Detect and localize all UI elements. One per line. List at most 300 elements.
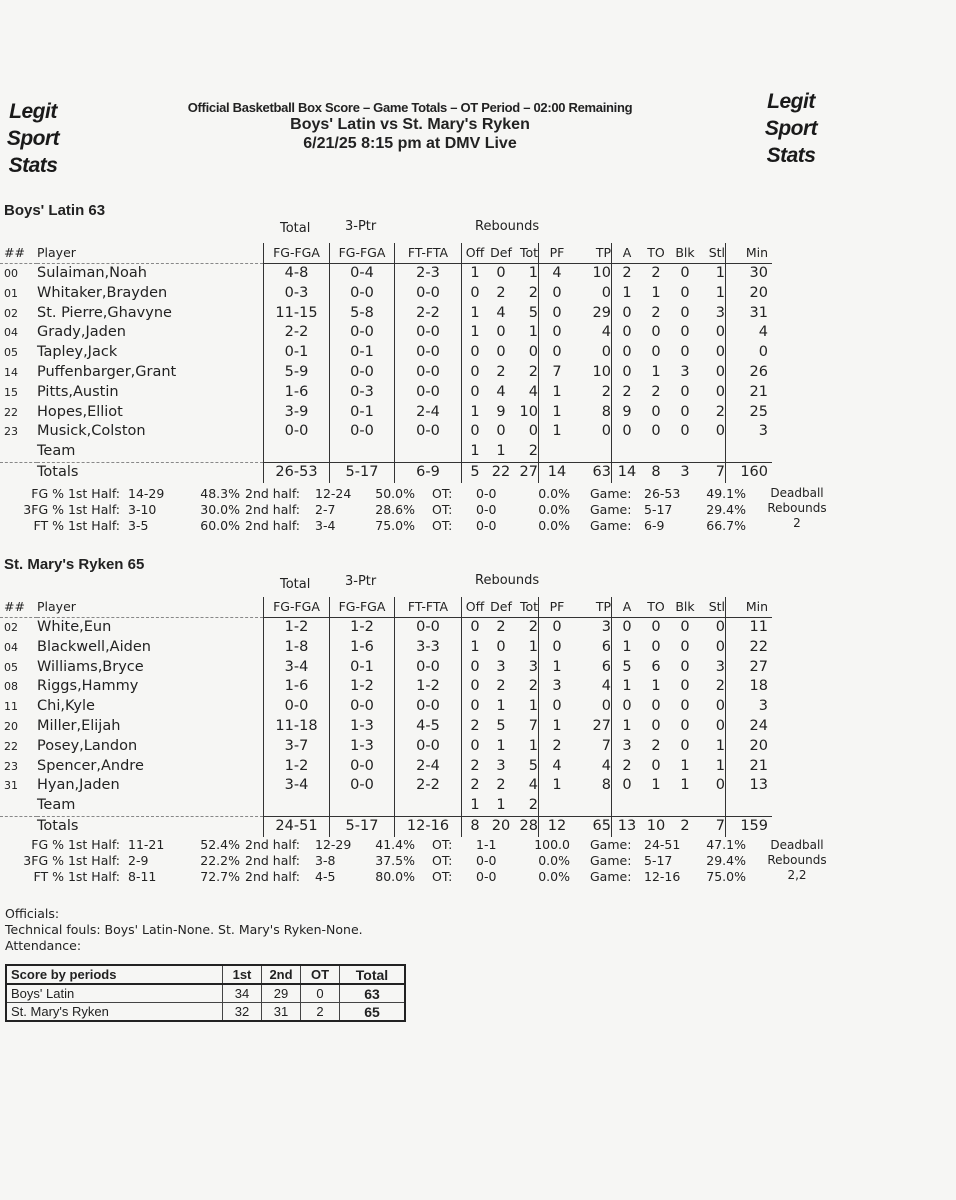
player-min: 3	[758, 423, 768, 440]
periods-total: 63	[340, 984, 406, 1003]
player-def: 4	[496, 383, 506, 400]
player-fg: 0-3	[264, 284, 330, 304]
totals-stl: 7	[700, 462, 726, 482]
pct-label: 3FG % 1st Half:	[23, 502, 120, 517]
col-a: A	[612, 597, 643, 618]
player-ft: 0-0	[395, 422, 462, 442]
player-3p: 5-8	[330, 304, 395, 324]
pct-game-label: Game:	[590, 853, 632, 868]
player-tp: 4	[575, 323, 612, 343]
player-3p: 0-0	[330, 284, 395, 304]
player-to: 0	[651, 324, 661, 341]
player-num: 14	[4, 365, 18, 379]
pct-ot-label: OT:	[432, 837, 453, 852]
team1-deadball	[762, 486, 832, 531]
player-tot: 2	[514, 363, 539, 383]
player-ft: 2-2	[395, 776, 462, 796]
totals-blk: 2	[670, 816, 700, 836]
col-ft: FT-FTA	[395, 243, 462, 264]
periods-total: 65	[340, 1003, 406, 1022]
pct-ot-pct: 0.0%	[538, 486, 570, 501]
player-min: 21	[749, 383, 768, 400]
totals-stl: 7	[700, 816, 726, 836]
pct-2nd-half: 3-4	[315, 518, 336, 533]
pct-ot: 0-0	[476, 502, 497, 517]
player-name: Williams,Bryce	[37, 658, 144, 675]
player-name: Whitaker,Brayden	[37, 284, 168, 301]
totals-to: 10	[642, 816, 670, 836]
pct-2nd-half: 3-8	[315, 853, 336, 868]
player-pf: 0	[552, 304, 562, 321]
player-a: 0	[622, 777, 632, 794]
col-tp: TP	[575, 597, 612, 618]
player-tot: 1	[514, 638, 539, 658]
pct-1st-half-pct: 60.0%	[200, 518, 240, 533]
totals-label: Totals	[37, 816, 264, 836]
player-pf: 2	[552, 737, 562, 754]
player-pf: 1	[552, 423, 562, 440]
player-3p: 1-2	[330, 677, 395, 697]
pct-label: FT % 1st Half:	[33, 518, 120, 533]
pct-2nd-half: 12-24	[315, 486, 352, 501]
totals-fg: 26-53	[264, 462, 330, 482]
player-to: 2	[651, 304, 661, 321]
player-3p: 1-3	[330, 717, 395, 737]
col-def: Def	[488, 243, 514, 264]
player-def: 3	[496, 658, 506, 675]
report-header	[150, 100, 670, 153]
player-tot: 1	[514, 737, 539, 757]
col-def: Def	[488, 597, 514, 618]
player-tp: 0	[575, 343, 612, 363]
player-blk: 0	[680, 717, 690, 734]
player-row	[0, 697, 772, 717]
pct-1st-half: 3-10	[128, 502, 157, 517]
player-tot: 7	[514, 717, 539, 737]
player-to: 0	[651, 717, 661, 734]
team1-header-row	[0, 243, 772, 264]
col-num: ##	[0, 597, 37, 618]
pct-game-label: Game:	[590, 837, 632, 852]
team1-title: Boys' Latin 63	[4, 202, 106, 219]
player-pf: 0	[552, 698, 562, 715]
player-pf: 4	[552, 265, 562, 281]
periods-team: Boys' Latin	[6, 984, 223, 1003]
pct-2nd-half-pct: 41.4%	[375, 837, 415, 852]
player-row	[0, 264, 772, 284]
player-stl: 2	[700, 403, 726, 423]
player-ft: 0-0	[395, 284, 462, 304]
pct-1st-half: 8-11	[128, 869, 157, 884]
player-blk: 3	[680, 363, 690, 380]
pct-1st-half-pct: 30.0%	[200, 502, 240, 517]
periods-2nd: 29	[262, 984, 301, 1003]
player-fg: 3-9	[264, 403, 330, 423]
player-ft: 0-0	[395, 323, 462, 343]
player-a: 0	[622, 304, 632, 321]
player-def: 4	[496, 304, 506, 321]
player-ft: 0-0	[395, 618, 462, 638]
player-3p: 1-3	[330, 737, 395, 757]
player-off: 0	[470, 383, 480, 400]
player-blk: 0	[680, 678, 690, 695]
team2-totals-row	[0, 816, 772, 836]
col-player: Player	[37, 597, 264, 618]
player-def: 1	[496, 737, 506, 754]
player-row	[0, 677, 772, 697]
col-a: A	[612, 243, 643, 264]
player-stl: 0	[700, 697, 726, 717]
pct-ot: 0-0	[476, 869, 497, 884]
pct-label: FG % 1st Half:	[31, 486, 120, 501]
player-name: Miller,Elijah	[37, 717, 121, 734]
pct-2nd-half-pct: 75.0%	[375, 518, 415, 533]
player-name: Blackwell,Aiden	[37, 638, 151, 655]
player-to: 6	[651, 658, 661, 675]
player-tp: 6	[575, 638, 612, 658]
player-row	[0, 717, 772, 737]
player-3p: 1-2	[330, 618, 395, 638]
team-row-def: 1	[496, 797, 506, 814]
player-to: 2	[651, 737, 661, 754]
totals-tp: 65	[575, 816, 612, 836]
player-to: 0	[651, 638, 661, 655]
player-def: 0	[496, 265, 506, 281]
pct-game-pct: 29.4%	[706, 853, 746, 868]
player-row	[0, 304, 772, 324]
pct-2nd-half-label: 2nd half:	[245, 502, 301, 517]
player-fg: 1-2	[264, 757, 330, 777]
pct-game: 5-17	[644, 502, 673, 517]
player-a: 1	[622, 638, 632, 655]
player-off: 0	[470, 678, 480, 695]
team-row-off: 1	[470, 443, 480, 460]
col-tp: TP	[575, 243, 612, 264]
player-tp: 4	[575, 757, 612, 777]
player-3p: 0-3	[330, 383, 395, 403]
player-pf: 3	[552, 678, 562, 695]
totals-a: 13	[612, 816, 643, 836]
player-tot: 4	[514, 383, 539, 403]
player-ft: 0-0	[395, 697, 462, 717]
player-blk: 0	[680, 638, 690, 655]
player-num: 08	[4, 680, 18, 694]
player-num: 02	[4, 621, 18, 634]
matchup-title: Boys' Latin vs St. Mary's Ryken	[290, 116, 530, 133]
player-pf: 1	[552, 777, 562, 794]
player-def: 2	[496, 619, 506, 635]
player-stl: 0	[700, 422, 726, 442]
player-off: 1	[470, 265, 480, 281]
player-ft: 0-0	[395, 658, 462, 678]
team2-deadball	[755, 838, 839, 883]
player-def: 0	[496, 638, 506, 655]
pct-1st-half-pct: 52.4%	[200, 837, 240, 852]
pct-ot: 0-0	[476, 518, 497, 533]
team2-total-header: Total	[280, 577, 311, 592]
player-tp: 4	[575, 677, 612, 697]
player-off: 1	[470, 403, 480, 420]
pct-ot: 1-1	[476, 837, 497, 852]
periods-team: St. Mary's Ryken	[6, 1003, 223, 1022]
player-pf: 0	[552, 324, 562, 341]
player-to: 2	[651, 265, 661, 281]
player-name: Hyan,Jaden	[37, 777, 120, 794]
player-fg: 11-18	[264, 717, 330, 737]
player-to: 0	[651, 757, 661, 774]
player-stl: 1	[700, 264, 726, 284]
player-tot: 0	[514, 343, 539, 363]
totals-ft: 6-9	[395, 462, 462, 482]
player-pf: 0	[552, 619, 562, 635]
pct-1st-half: 14-29	[128, 486, 165, 501]
player-def: 9	[496, 403, 506, 420]
player-num: 20	[4, 719, 18, 733]
col-pf: PF	[539, 243, 576, 264]
player-3p: 0-0	[330, 363, 395, 383]
player-tp: 27	[575, 717, 612, 737]
pct-1st-half: 3-5	[128, 518, 149, 533]
team2-header-row	[0, 597, 772, 618]
player-to: 0	[651, 344, 661, 361]
player-num: 02	[4, 306, 18, 320]
player-name: Puffenbarger,Grant	[37, 363, 177, 380]
player-tp: 29	[575, 304, 612, 324]
player-name: Pitts,Austin	[37, 383, 119, 400]
periods-header-total: Total	[340, 965, 406, 984]
player-def: 2	[496, 363, 506, 380]
player-ft: 0-0	[395, 343, 462, 363]
player-name: Spencer,Andre	[37, 757, 144, 774]
logo-left-line1: Legit	[9, 100, 57, 123]
player-to: 0	[651, 403, 661, 420]
player-a: 0	[622, 363, 632, 380]
col-tot: Tot	[514, 597, 539, 618]
col-to: TO	[642, 597, 670, 618]
player-row	[0, 383, 772, 403]
team2-deadball-l3: 2,2	[787, 868, 807, 882]
player-a: 2	[622, 265, 632, 281]
player-pf: 1	[552, 403, 562, 420]
periods-ot: 2	[301, 1003, 340, 1022]
player-min: 13	[749, 777, 768, 794]
player-num: 15	[4, 385, 18, 399]
player-a: 1	[622, 284, 632, 301]
player-num: 00	[4, 267, 18, 280]
player-to: 1	[651, 284, 661, 301]
pct-ot-label: OT:	[432, 518, 453, 533]
player-blk: 0	[680, 619, 690, 635]
pct-game-label: Game:	[590, 518, 632, 533]
col-off: Off	[462, 243, 489, 264]
player-stl: 0	[700, 776, 726, 796]
pct-2nd-half-label: 2nd half:	[245, 518, 301, 533]
pct-game-pct: 66.7%	[706, 518, 746, 533]
player-row	[0, 638, 772, 658]
team2-deadball-l2: Rebounds	[767, 853, 827, 867]
pct-ot-label: OT:	[432, 869, 453, 884]
periods-row	[6, 1003, 405, 1022]
player-row	[0, 343, 772, 363]
totals-tot: 27	[514, 462, 539, 482]
player-to: 2	[651, 383, 661, 400]
team-row-off: 1	[470, 797, 480, 814]
player-min: 0	[758, 344, 768, 361]
pct-2nd-half-label: 2nd half:	[245, 837, 301, 852]
player-to: 0	[651, 619, 661, 635]
pct-ot-label: OT:	[432, 486, 453, 501]
col-player: Player	[37, 243, 264, 264]
player-stl: 0	[700, 323, 726, 343]
col-pf: PF	[539, 597, 576, 618]
totals-min: 159	[726, 816, 773, 836]
attendance-line: Attendance:	[5, 938, 82, 953]
player-tp: 0	[575, 422, 612, 442]
pct-2nd-half-label: 2nd half:	[245, 486, 301, 501]
team1-3ptr-header: 3-Ptr	[345, 219, 377, 234]
player-fg: 1-8	[264, 638, 330, 658]
player-name: White,Eun	[37, 619, 112, 635]
player-tot: 10	[514, 403, 539, 423]
team2-title: St. Mary's Ryken 65	[4, 556, 145, 573]
totals-3p: 5-17	[330, 462, 395, 482]
player-pf: 1	[552, 383, 562, 400]
player-min: 21	[749, 757, 768, 774]
periods-1st: 34	[223, 984, 262, 1003]
pct-2nd-half: 4-5	[315, 869, 336, 884]
col-tot: Tot	[514, 243, 539, 264]
player-fg: 2-2	[264, 323, 330, 343]
player-row	[0, 422, 772, 442]
player-tot: 1	[514, 323, 539, 343]
player-pf: 0	[552, 638, 562, 655]
player-row	[0, 403, 772, 423]
pct-1st-half-pct: 48.3%	[200, 486, 240, 501]
player-ft: 0-0	[395, 383, 462, 403]
pct-2nd-half-pct: 37.5%	[375, 853, 415, 868]
totals-def: 22	[488, 462, 514, 482]
col-to: TO	[642, 243, 670, 264]
player-name: Grady,Jaden	[37, 324, 126, 341]
player-a: 0	[622, 344, 632, 361]
player-fg: 1-2	[264, 618, 330, 638]
player-min: 27	[749, 658, 768, 675]
player-off: 0	[470, 423, 480, 440]
team2-player-rows	[0, 618, 772, 797]
player-stl: 0	[700, 343, 726, 363]
player-a: 3	[622, 737, 632, 754]
player-ft: 2-2	[395, 304, 462, 324]
player-3p: 1-6	[330, 638, 395, 658]
team-row-3p	[330, 442, 395, 462]
totals-pf: 14	[539, 462, 576, 482]
player-stl: 0	[700, 638, 726, 658]
periods-1st: 32	[223, 1003, 262, 1022]
pct-2nd-half-pct: 50.0%	[375, 486, 415, 501]
player-tot: 0	[514, 422, 539, 442]
col-3p: FG-FGA	[330, 243, 395, 264]
player-3p: 0-0	[330, 697, 395, 717]
totals-tp: 63	[575, 462, 612, 482]
player-pf: 0	[552, 344, 562, 361]
totals-min: 160	[726, 462, 773, 482]
player-off: 2	[470, 757, 480, 774]
team-row-tot: 2	[514, 796, 539, 816]
col-fg: FG-FGA	[264, 243, 330, 264]
player-stl: 0	[700, 618, 726, 638]
player-row	[0, 284, 772, 304]
totals-def: 20	[488, 816, 514, 836]
periods-2nd: 31	[262, 1003, 301, 1022]
pct-game: 12-16	[644, 869, 681, 884]
logo-right-line1: Legit	[767, 90, 815, 113]
team-row-fg	[264, 442, 330, 462]
player-def: 1	[496, 698, 506, 715]
player-name: Chi,Kyle	[37, 698, 95, 715]
team1-deadball-l1: Deadball	[770, 486, 824, 500]
player-num: 22	[4, 405, 18, 419]
player-fg: 5-9	[264, 363, 330, 383]
player-3p: 0-0	[330, 776, 395, 796]
player-stl: 2	[700, 677, 726, 697]
periods-header-row	[6, 965, 405, 984]
player-stl: 0	[700, 383, 726, 403]
totals-off: 8	[462, 816, 489, 836]
player-fg: 1-6	[264, 677, 330, 697]
player-min: 25	[749, 403, 768, 420]
player-tp: 6	[575, 658, 612, 678]
player-ft: 1-2	[395, 677, 462, 697]
pct-game-pct: 29.4%	[706, 502, 746, 517]
footer-notes	[5, 906, 363, 954]
pct-2nd-half-pct: 80.0%	[375, 869, 415, 884]
player-pf: 4	[552, 757, 562, 774]
team1-totals-row	[0, 462, 772, 482]
player-tot: 2	[514, 677, 539, 697]
pct-ot: 0-0	[476, 486, 497, 501]
team1-player-rows	[0, 264, 772, 443]
col-ft: FT-FTA	[395, 597, 462, 618]
col-num: ##	[0, 243, 37, 264]
pct-2nd-half-label: 2nd half:	[245, 869, 301, 884]
player-to: 1	[651, 777, 661, 794]
player-ft: 0-0	[395, 737, 462, 757]
player-blk: 0	[680, 698, 690, 715]
player-a: 5	[622, 658, 632, 675]
player-ft: 2-4	[395, 757, 462, 777]
player-blk: 0	[680, 284, 690, 301]
player-name: Posey,Landon	[37, 737, 138, 754]
team-row-label: Team	[37, 443, 76, 460]
player-ft: 0-0	[395, 363, 462, 383]
player-name: Tapley,Jack	[37, 344, 118, 361]
player-a: 0	[622, 619, 632, 635]
player-def: 3	[496, 757, 506, 774]
periods-header-1st: 1st	[223, 965, 262, 984]
player-blk: 0	[680, 383, 690, 400]
player-ft: 4-5	[395, 717, 462, 737]
pct-label: 3FG % 1st Half:	[23, 853, 120, 868]
officials-line: Officials:	[5, 906, 60, 921]
player-def: 2	[496, 777, 506, 794]
player-a: 0	[622, 423, 632, 440]
player-blk: 0	[680, 423, 690, 440]
player-tot: 5	[514, 757, 539, 777]
pct-2nd-half-label: 2nd half:	[245, 853, 301, 868]
player-tp: 3	[575, 618, 612, 638]
player-3p: 0-1	[330, 403, 395, 423]
player-tp: 8	[575, 776, 612, 796]
